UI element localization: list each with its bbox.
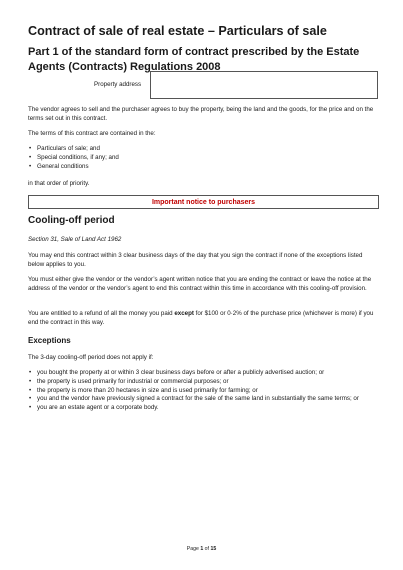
list-item: • Particulars of sale; and [28,145,380,154]
notice-text: Important notice to purchasers [151,198,256,206]
list-item: • you and the vendor have previously signed a contract for the sale of the same land in substantially the same terms; or [28,395,380,404]
cooling-off-para-3: You are entitled to a refund of all the money you paid except for $100 or 0·2% of the purchase price (whichever is more) if you end the contract in this way. [28,310,374,326]
terms-intro: The terms of this contract are contained in the: [28,130,156,137]
cooling-off-reference: Section 31, Sale of Land Act 1962 [28,236,122,243]
cooling-off-para-1: You may end this contract within 3 clear business days of the day that you sign the contract if none of the exceptions listed below applies to you. [28,252,363,268]
terms-outro: in that order of priority. [28,180,90,187]
list-item: • you are an estate agent or a corporate body. [28,404,380,413]
page-footer: Page 1 of 15 [186,546,217,552]
terms-list [28,145,380,171]
property-address-field[interactable] [150,71,378,99]
page-title: Contract of sale of real estate – Particulars of sale [28,24,327,38]
page-number: 1 [200,546,204,552]
page-subtitle: Part 1 of the standard form of contract prescribed by the Estate Agents (Contracts) Regulations 2008 [28,46,360,73]
page-total: 15 [210,546,217,552]
list-item: • the property is more than 20 hectares in size and is used primarily for farming; or [28,387,380,396]
exceptions-heading: Exceptions [28,336,71,345]
list-item: • you bought the property at or within 3 clear business days before or after a publicly advertised auction; or [28,369,380,378]
intro-paragraph: The vendor agrees to sell and the purchaser agrees to buy the property, being the land and the goods, for the price and on the terms set out in this contract. [28,106,374,122]
except-emphasis: except [174,310,194,317]
list-item: • the property is used primarily for industrial or commercial purposes; or [28,378,380,387]
notice-banner [28,195,379,209]
list-item: • Special conditions, if any; and [28,154,380,163]
exceptions-intro: The 3-day cooling-off period does not apply if: [28,354,154,361]
list-item: • General conditions [28,163,380,172]
property-address-label: Property address [94,81,142,88]
cooling-off-para-2: You must either give the vendor or the vendor’s agent written notice that you are ending the contract or leave the notice at the address of the vendor or the vendor’s agent to end this contract within this time in accordance with this cooling-off provision. [28,276,372,292]
exceptions-list [28,369,380,413]
cooling-off-heading: Cooling-off period [28,215,115,226]
